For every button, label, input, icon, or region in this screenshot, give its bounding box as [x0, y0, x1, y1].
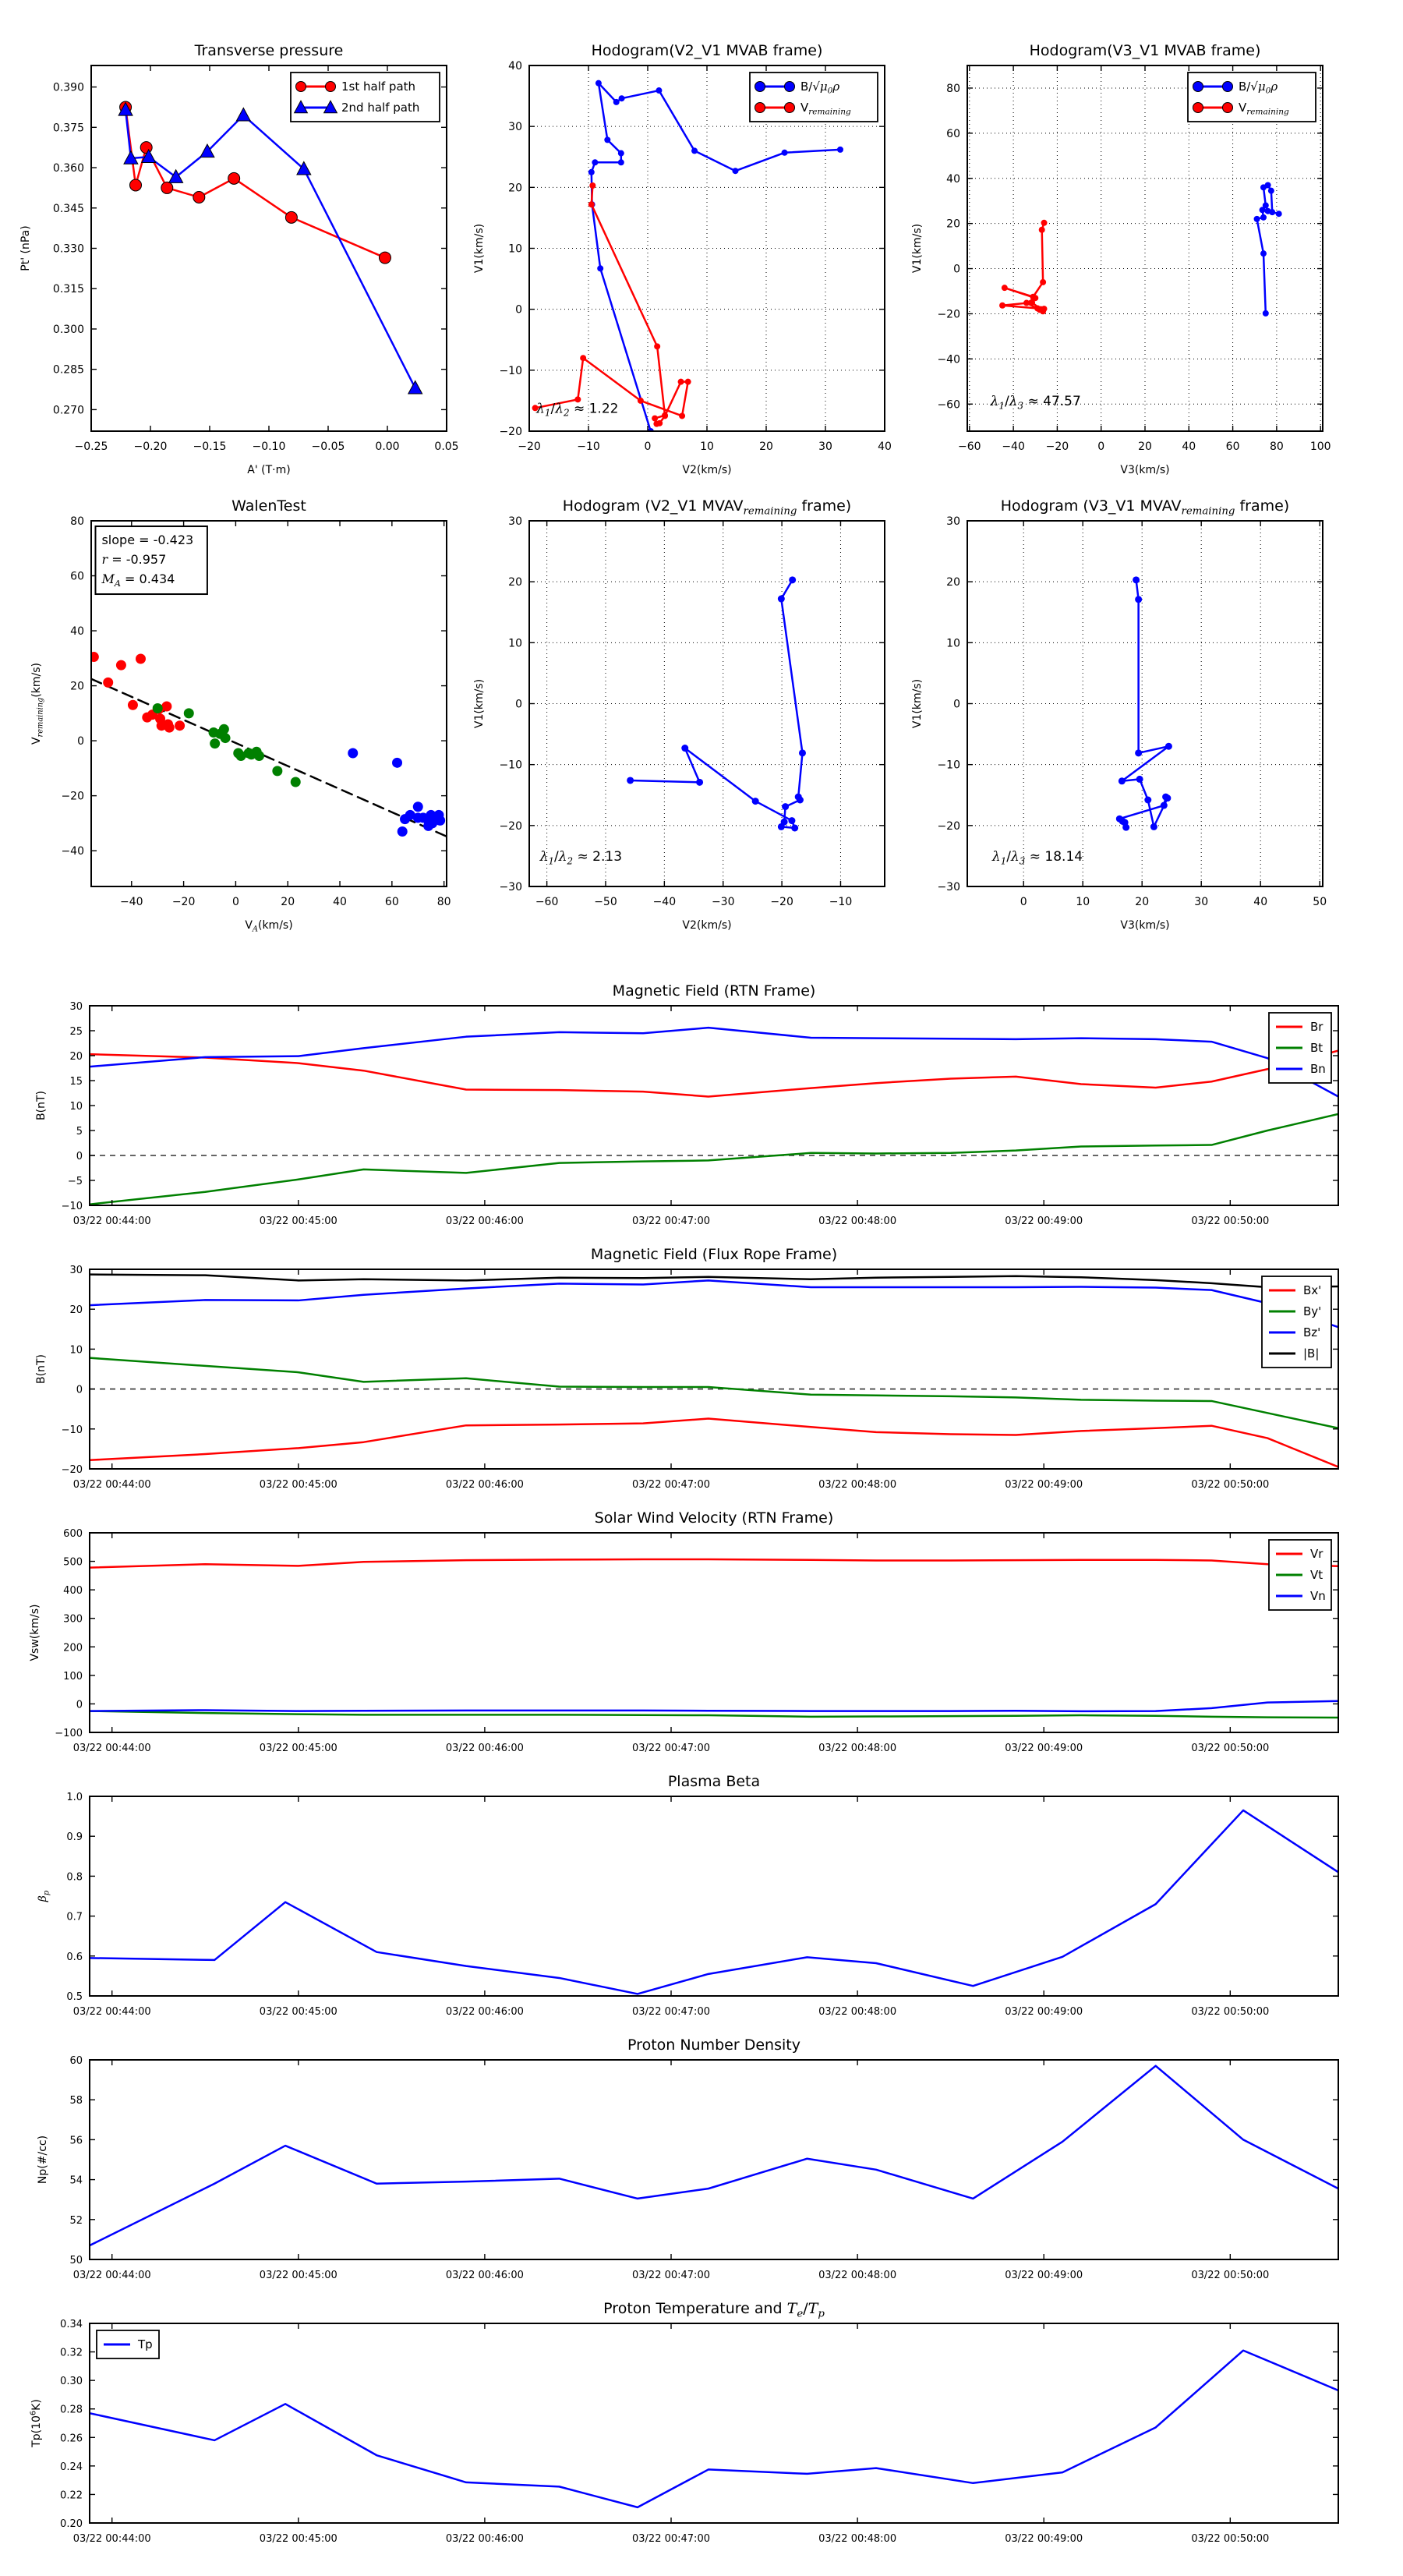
svg-text:−50: −50	[594, 896, 617, 908]
svg-text:25: 25	[69, 1026, 83, 1038]
chart-proton-temperature	[30, 2300, 1338, 2545]
svg-text:100: 100	[1309, 441, 1331, 453]
svg-text:20: 20	[508, 576, 522, 589]
svg-text:−20: −20	[518, 441, 541, 453]
svg-text:03/22 00:49:00: 03/22 00:49:00	[1005, 2533, 1083, 2545]
svg-text:0: 0	[1020, 896, 1027, 908]
svg-text:−0.10: −0.10	[252, 441, 286, 453]
svg-text:0.6: 0.6	[66, 1951, 83, 1963]
svg-text:30: 30	[818, 441, 832, 453]
svg-text:0: 0	[76, 1384, 83, 1396]
svg-text:0.7: 0.7	[66, 1911, 83, 1923]
svg-text:A' (T·m): A' (T·m)	[247, 464, 291, 476]
svg-text:−40: −40	[61, 845, 84, 858]
svg-text:1st half path: 1st half path	[341, 80, 416, 94]
svg-text:20: 20	[70, 680, 84, 693]
svg-text:−40: −40	[937, 353, 960, 366]
svg-text:−20: −20	[937, 308, 960, 321]
svg-text:0: 0	[953, 263, 960, 276]
svg-text:0: 0	[231, 896, 239, 908]
svg-text:−10: −10	[61, 1201, 83, 1212]
svg-text:−20: −20	[499, 426, 522, 438]
svg-text:0.345: 0.345	[52, 202, 84, 215]
svg-text:40: 40	[70, 625, 84, 639]
svg-text:Solar Wind Velocity (RTN Frame: Solar Wind Velocity (RTN Frame)	[594, 1509, 834, 1527]
svg-text:−40: −40	[652, 896, 677, 908]
svg-text:0.300: 0.300	[52, 323, 84, 336]
svg-text:Np(#/cc): Np(#/cc)	[37, 2135, 49, 2185]
svg-text:−40: −40	[1002, 441, 1025, 453]
svg-text:20: 20	[69, 1304, 83, 1317]
svg-text:03/22 00:49:00: 03/22 00:49:00	[1005, 2006, 1083, 2018]
svg-text:03/22 00:50:00: 03/22 00:50:00	[1191, 1215, 1270, 1227]
svg-text:V3(km/s): V3(km/s)	[1120, 464, 1170, 476]
chart-walen-test	[30, 497, 451, 933]
svg-text:03/22 00:49:00: 03/22 00:49:00	[1005, 1743, 1083, 1754]
svg-text:Bz': Bz'	[1303, 1325, 1321, 1339]
svg-text:|B|: |B|	[1303, 1346, 1320, 1361]
svg-text:−30: −30	[499, 881, 522, 893]
chart-hodogram-v2v1-mvav	[473, 497, 885, 932]
svg-text:V3(km/s): V3(km/s)	[1120, 919, 1170, 932]
svg-text:0.330: 0.330	[52, 242, 84, 256]
svg-text:60: 60	[69, 2055, 83, 2067]
svg-text:0.8: 0.8	[66, 1871, 83, 1884]
svg-text:52: 52	[69, 2214, 83, 2227]
svg-text:B(nT): B(nT)	[35, 1091, 48, 1120]
svg-text:0: 0	[515, 698, 522, 711]
svg-text:03/22 00:46:00: 03/22 00:46:00	[445, 2533, 524, 2545]
svg-text:80: 80	[436, 896, 451, 908]
svg-text:40: 40	[946, 172, 960, 186]
svg-text:03/22 00:47:00: 03/22 00:47:00	[632, 1479, 710, 1491]
svg-text:10: 10	[946, 637, 960, 650]
svg-text:10: 10	[69, 1344, 83, 1357]
svg-text:0: 0	[515, 303, 522, 317]
svg-text:0.26: 0.26	[60, 2433, 83, 2445]
svg-text:40: 40	[1253, 896, 1268, 908]
svg-text:60: 60	[946, 127, 960, 140]
svg-text:03/22 00:47:00: 03/22 00:47:00	[632, 2270, 710, 2281]
svg-text:Vremaining: $V_{remaining}$	[800, 101, 851, 117]
svg-text:56: 56	[69, 2135, 83, 2147]
svg-text:0.22: 0.22	[60, 2489, 83, 2502]
svg-text:−20: −20	[770, 896, 793, 908]
svg-text:03/22 00:50:00: 03/22 00:50:00	[1191, 1743, 1270, 1754]
svg-text:0: 0	[953, 698, 960, 711]
svg-text:βp: $\beta_p$	[37, 1890, 51, 1902]
svg-text:Pt' (nPa): Pt' (nPa)	[19, 225, 32, 271]
svg-text:−20: −20	[61, 790, 84, 803]
svg-text:V1(km/s): V1(km/s)	[911, 223, 924, 274]
svg-text:−20: −20	[1045, 441, 1069, 453]
svg-text:0.360: 0.360	[52, 162, 84, 175]
svg-text:80: 80	[946, 82, 960, 95]
svg-text:0.30: 0.30	[60, 2376, 83, 2388]
svg-text:03/22 00:45:00: 03/22 00:45:00	[259, 1215, 337, 1227]
svg-text:80: 80	[70, 515, 84, 528]
svg-text:0.390: 0.390	[52, 81, 84, 94]
svg-text:400: 400	[63, 1585, 83, 1598]
chart-hodogram-v2v1-mvab	[473, 42, 892, 476]
svg-text:0: 0	[644, 441, 652, 453]
svg-text:15: 15	[69, 1076, 83, 1088]
svg-text:03/22 00:46:00: 03/22 00:46:00	[445, 1215, 524, 1227]
svg-text:200: 200	[63, 1642, 83, 1654]
svg-text:03/22 00:44:00: 03/22 00:44:00	[72, 2533, 151, 2545]
svg-text:03/22 00:49:00: 03/22 00:49:00	[1005, 2270, 1083, 2281]
svg-text:10: 10	[508, 242, 522, 256]
svg-text:Vremaining(km/s): $V_{remaining}(km/s)$	[30, 662, 45, 745]
svg-text:Hodogram(V3_V1 MVAB frame): Hodogram(V3_V1 MVAB frame)	[1029, 42, 1261, 59]
svg-text:03/22 00:47:00: 03/22 00:47:00	[632, 1215, 710, 1227]
svg-text:Br: Br	[1310, 1020, 1323, 1034]
svg-text:20: 20	[759, 441, 773, 453]
svg-text:Bx': Bx'	[1303, 1283, 1322, 1297]
svg-text:20: 20	[69, 1051, 83, 1063]
svg-text:03/22 00:46:00: 03/22 00:46:00	[445, 2006, 524, 2018]
svg-text:−10: −10	[937, 759, 960, 772]
svg-text:B/√μ0ρ: $B/√\mu_0\rho$	[800, 80, 840, 96]
svg-text:Vsw(km/s): Vsw(km/s)	[29, 1604, 41, 1661]
svg-text:Bn: Bn	[1310, 1062, 1326, 1076]
svg-text:Vr: Vr	[1310, 1547, 1323, 1561]
svg-text:03/22 00:45:00: 03/22 00:45:00	[259, 2006, 337, 2018]
svg-text:MA = 0.434: $M_A = 0.434$	[101, 571, 175, 589]
svg-text:03/22 00:47:00: 03/22 00:47:00	[632, 1743, 710, 1754]
svg-text:03/22 00:44:00: 03/22 00:44:00	[72, 1743, 151, 1754]
chart-magnetic-field-flux-rope	[35, 1246, 1338, 1491]
svg-text:0: 0	[76, 1151, 83, 1162]
svg-text:03/22 00:45:00: 03/22 00:45:00	[259, 1743, 337, 1754]
svg-text:03/22 00:50:00: 03/22 00:50:00	[1191, 2006, 1270, 2018]
svg-text:03/22 00:50:00: 03/22 00:50:00	[1191, 1479, 1270, 1491]
svg-text:0.24: 0.24	[60, 2461, 83, 2473]
svg-text:0: 0	[76, 1699, 83, 1711]
svg-text:03/22 00:44:00: 03/22 00:44:00	[72, 1479, 151, 1491]
svg-text:30: 30	[946, 515, 960, 528]
svg-text:−0.25: −0.25	[74, 441, 108, 453]
chart-magnetic-field-rtn	[35, 982, 1338, 1227]
svg-text:40: 40	[333, 896, 347, 908]
svg-text:0.9: 0.9	[66, 1831, 83, 1844]
chart-hodogram-v3v1-mvab	[911, 42, 1331, 476]
svg-text:03/22 00:45:00: 03/22 00:45:00	[259, 2270, 337, 2281]
chart-plasma-beta	[37, 1773, 1338, 2018]
svg-text:−5: −5	[67, 1176, 83, 1187]
svg-text:Transverse pressure: Transverse pressure	[194, 42, 344, 59]
svg-text:300: 300	[63, 1613, 83, 1626]
chart-solar-wind-velocity	[29, 1509, 1338, 1754]
svg-text:B(nT): B(nT)	[35, 1354, 48, 1384]
svg-text:V1(km/s): V1(km/s)	[473, 223, 486, 274]
svg-text:40: 40	[1182, 441, 1196, 453]
svg-text:60: 60	[1225, 441, 1240, 453]
svg-text:03/22 00:47:00: 03/22 00:47:00	[632, 2533, 710, 2545]
svg-text:03/22 00:48:00: 03/22 00:48:00	[818, 1743, 897, 1754]
svg-text:30: 30	[1194, 896, 1209, 908]
svg-text:−30: −30	[711, 896, 735, 908]
svg-text:10: 10	[508, 637, 522, 650]
svg-text:500: 500	[63, 1556, 83, 1569]
svg-text:20: 20	[508, 182, 522, 195]
svg-text:1.0: 1.0	[66, 1792, 83, 1803]
svg-text:80: 80	[1269, 441, 1284, 453]
svg-text:0: 0	[77, 735, 84, 748]
svg-text:03/22 00:48:00: 03/22 00:48:00	[818, 1479, 897, 1491]
svg-text:WalenTest: WalenTest	[231, 497, 306, 515]
svg-text:5: 5	[76, 1126, 83, 1138]
svg-text:03/22 00:44:00: 03/22 00:44:00	[72, 2270, 151, 2281]
svg-text:slope = -0.423: slope = -0.423	[101, 533, 194, 548]
svg-text:0: 0	[1097, 441, 1105, 453]
svg-text:20: 20	[946, 218, 960, 231]
svg-text:r = -0.957: r = -0.957	[101, 552, 167, 568]
svg-text:Hodogram (V3_V1 MVAVremaining: Hodogram (V3_V1 $MVAV_{remaining}$ frame)	[1000, 497, 1290, 518]
svg-text:10: 10	[69, 1101, 83, 1113]
svg-text:−10: −10	[61, 1424, 83, 1436]
svg-text:Bt: Bt	[1310, 1041, 1323, 1055]
svg-text:−20: −20	[61, 1464, 83, 1476]
svg-text:V1(km/s): V1(km/s)	[911, 678, 924, 729]
svg-text:10: 10	[1076, 896, 1090, 908]
svg-text:λ1/λ2 ≈ 1.22: $\lambda_1/\lambda_2 \approx 1.22$	[536, 401, 619, 419]
svg-text:0.32: 0.32	[60, 2347, 83, 2359]
svg-text:03/22 00:49:00: 03/22 00:49:00	[1005, 1479, 1083, 1491]
svg-text:Proton Number Density: Proton Number Density	[627, 2036, 800, 2054]
svg-text:03/22 00:45:00: 03/22 00:45:00	[259, 2533, 337, 2545]
svg-text:−0.20: −0.20	[133, 441, 168, 453]
svg-text:0.00: 0.00	[375, 441, 400, 453]
svg-text:−60: −60	[958, 441, 981, 453]
svg-text:03/22 00:50:00: 03/22 00:50:00	[1191, 2533, 1270, 2545]
svg-text:−10: −10	[577, 441, 600, 453]
svg-text:03/22 00:45:00: 03/22 00:45:00	[259, 1479, 337, 1491]
svg-text:Vt: Vt	[1310, 1568, 1323, 1582]
svg-text:03/22 00:47:00: 03/22 00:47:00	[632, 2006, 710, 2018]
svg-text:λ1/λ2 ≈ 2.13: $\lambda_1/\lambda_2 \approx 2.13$	[539, 849, 623, 867]
svg-text:Vn: Vn	[1310, 1589, 1326, 1603]
svg-text:0.34: 0.34	[60, 2319, 83, 2330]
svg-text:100: 100	[63, 1670, 83, 1683]
svg-text:−10: −10	[499, 759, 522, 772]
svg-text:−0.15: −0.15	[193, 441, 227, 453]
svg-text:−40: −40	[120, 896, 143, 908]
svg-text:60: 60	[70, 570, 84, 583]
svg-text:0.28: 0.28	[60, 2404, 83, 2416]
svg-text:0.315: 0.315	[52, 283, 84, 296]
svg-text:20: 20	[1135, 896, 1150, 908]
svg-text:03/22 00:48:00: 03/22 00:48:00	[818, 2533, 897, 2545]
svg-text:−10: −10	[829, 896, 853, 908]
svg-text:−20: −20	[171, 896, 196, 908]
svg-text:Hodogram (V2_V1 MVAVremaining: Hodogram (V2_V1 $MVAV_{remaining}$ frame)	[562, 497, 852, 518]
svg-text:40: 40	[878, 441, 892, 453]
svg-text:600: 600	[63, 1528, 83, 1540]
chart-hodogram-v3v1-mvav	[911, 497, 1327, 932]
svg-text:Magnetic Field (Flux Rope Fram: Magnetic Field (Flux Rope Frame)	[590, 1246, 838, 1263]
svg-text:03/22 00:44:00: 03/22 00:44:00	[72, 2006, 151, 2018]
svg-text:0.20: 0.20	[60, 2518, 83, 2530]
svg-text:λ1/λ3 ≈ 47.57: $\lambda_1/\lambda_3 \approx 47.57$	[990, 394, 1081, 412]
svg-text:10: 10	[700, 441, 714, 453]
svg-text:B/√μ0ρ: $B/√\mu_0\rho$	[1239, 80, 1278, 96]
svg-text:0.375: 0.375	[52, 122, 84, 135]
svg-text:0.05: 0.05	[434, 441, 459, 453]
svg-text:30: 30	[508, 515, 522, 528]
svg-text:30: 30	[508, 121, 522, 134]
svg-text:03/22 00:48:00: 03/22 00:48:00	[818, 2270, 897, 2281]
svg-text:03/22 00:46:00: 03/22 00:46:00	[445, 1479, 524, 1491]
svg-text:−10: −10	[499, 364, 522, 377]
svg-text:0.285: 0.285	[52, 363, 84, 377]
svg-text:−30: −30	[937, 881, 960, 893]
svg-text:20: 20	[281, 896, 295, 908]
svg-text:By': By'	[1303, 1304, 1322, 1318]
svg-text:V2(km/s): V2(km/s)	[682, 919, 732, 932]
svg-text:20: 20	[1138, 441, 1152, 453]
svg-text:Tp(106K): $Tp(10^6K)$	[29, 2399, 43, 2447]
svg-text:Tp: Tp	[138, 2337, 153, 2351]
svg-text:03/22 00:46:00: 03/22 00:46:00	[445, 1743, 524, 1754]
svg-text:Plasma Beta: Plasma Beta	[667, 1773, 761, 1790]
svg-text:Magnetic Field (RTN Frame): Magnetic Field (RTN Frame)	[612, 982, 816, 1000]
svg-text:54: 54	[69, 2174, 83, 2187]
chart-proton-number-density	[37, 2036, 1338, 2281]
chart-transverse-pressure	[19, 42, 459, 476]
svg-text:−60: −60	[937, 398, 960, 412]
svg-text:58: 58	[69, 2095, 83, 2107]
svg-text:−100: −100	[55, 1728, 83, 1739]
svg-text:2nd half path: 2nd half path	[341, 101, 420, 115]
svg-text:03/22 00:48:00: 03/22 00:48:00	[818, 2006, 897, 2018]
svg-text:λ1/λ3 ≈ 18.14: $\lambda_1/\lambda_3 \approx 18.14$	[991, 849, 1083, 867]
svg-text:03/22 00:44:00: 03/22 00:44:00	[72, 1215, 151, 1227]
svg-text:−60: −60	[535, 896, 559, 908]
svg-text:50: 50	[69, 2255, 83, 2266]
svg-text:−20: −20	[499, 819, 522, 833]
svg-text:30: 30	[69, 1001, 83, 1013]
svg-text:40: 40	[508, 60, 522, 73]
svg-text:V1(km/s): V1(km/s)	[473, 678, 486, 729]
svg-text:VA(km/s): $V_A(km/s)$	[245, 919, 293, 934]
svg-text:03/22 00:49:00: 03/22 00:49:00	[1005, 1215, 1083, 1227]
svg-text:0.5: 0.5	[66, 1991, 83, 2003]
svg-text:Vremaining: $V_{remaining}$	[1239, 101, 1289, 117]
svg-text:03/22 00:46:00: 03/22 00:46:00	[445, 2270, 524, 2281]
svg-text:−20: −20	[937, 819, 960, 833]
svg-text:50: 50	[1313, 896, 1327, 908]
svg-text:−0.05: −0.05	[311, 441, 345, 453]
svg-text:20: 20	[946, 576, 960, 589]
svg-text:Proton Temperature and Te/Tp: Proton Temperature and $T_e/T_p$	[603, 2300, 825, 2320]
svg-text:03/22 00:50:00: 03/22 00:50:00	[1191, 2270, 1270, 2281]
svg-text:0.270: 0.270	[52, 404, 84, 417]
svg-text:V2(km/s): V2(km/s)	[682, 464, 732, 476]
svg-text:30: 30	[69, 1265, 83, 1276]
svg-text:Hodogram(V2_V1 MVAB frame): Hodogram(V2_V1 MVAB frame)	[591, 42, 823, 59]
svg-text:03/22 00:48:00: 03/22 00:48:00	[818, 1215, 897, 1227]
svg-text:60: 60	[384, 896, 399, 908]
